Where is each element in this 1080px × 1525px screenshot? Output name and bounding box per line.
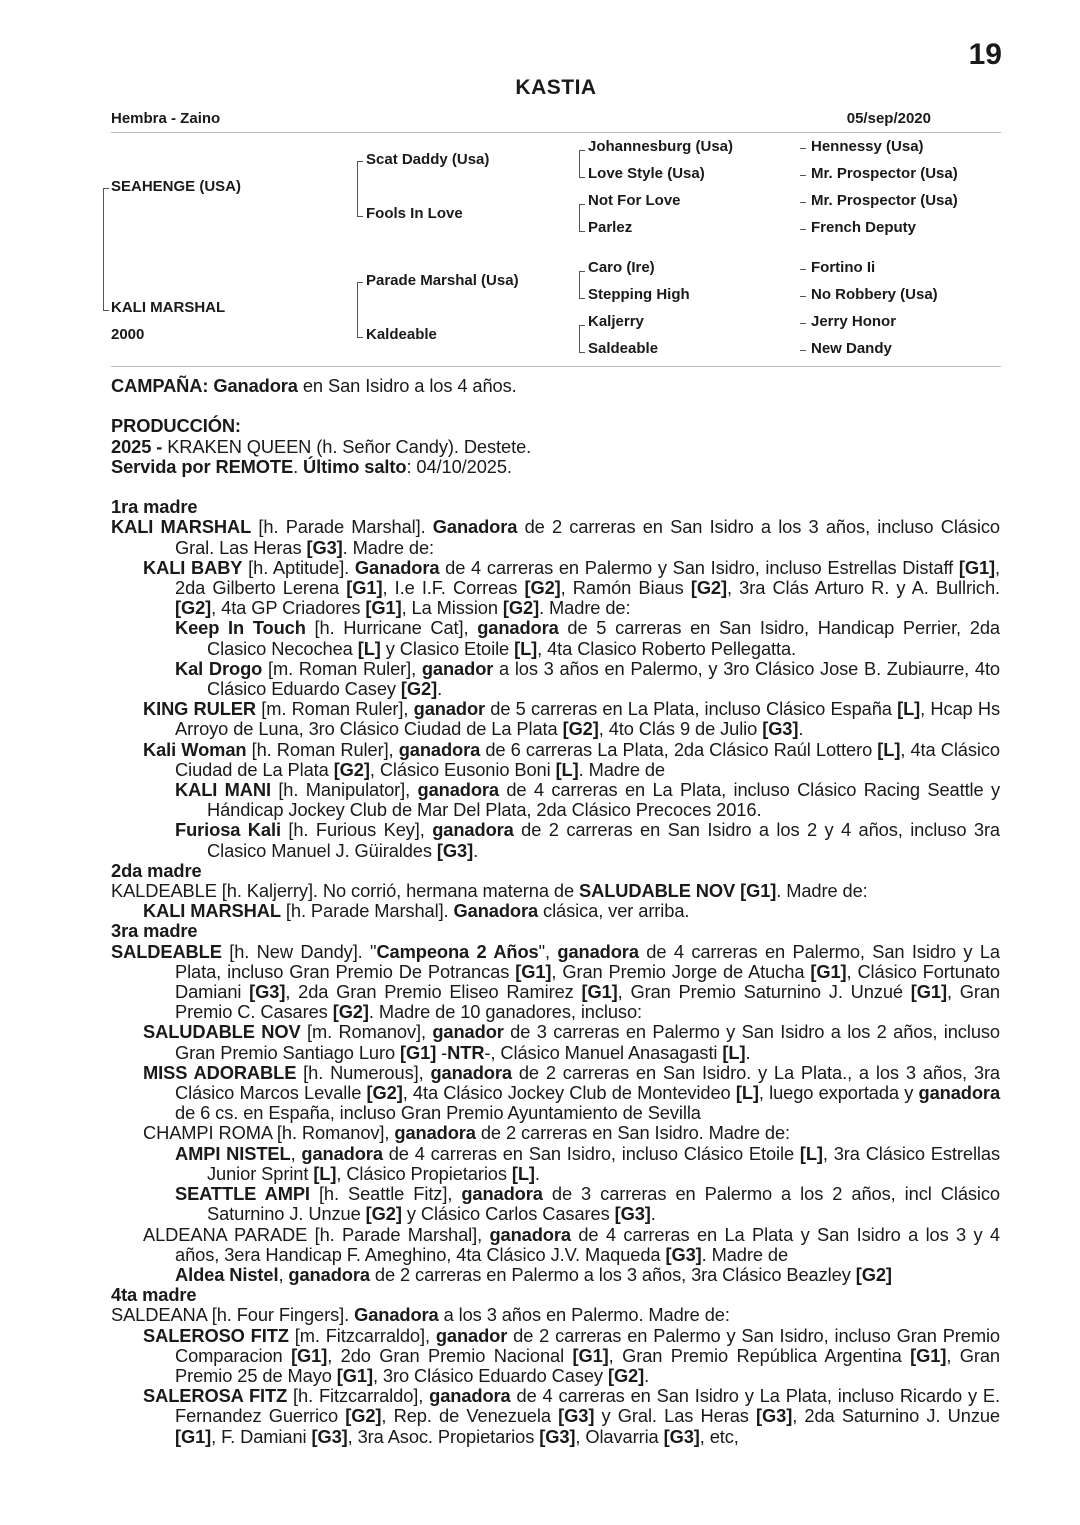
text-run: KRAKEN QUEEN (h. Señor Candy). Destete. [167,435,532,457]
pedigree-bracket-gen2a [357,161,363,217]
text-paragraph [111,1225,1000,1265]
text-paragraph [111,1144,1000,1184]
bold-run: Kali Woman [143,738,247,760]
text-run: , 2da Gilberto Lerena [175,556,1000,598]
text-run: CHAMPI ROMA [h. Romanov], [143,1122,395,1144]
text-run: . Madre de [701,1243,789,1265]
bold-run: [G3] [539,1425,576,1447]
text-run: de 2 carreras en San Isidro. y La Plata., a los 3 años, 3ra Clásico Marcos Levalle [175,1061,1001,1104]
text-run: de 5 carreras en San Isidro, Handicap Perrier, 2da Clasico Necochea [207,617,1000,659]
text-run: [m. Fitzcarraldo], [288,1324,436,1346]
bold-run: ganadora [477,617,559,639]
text-run: [h. Fitzcarraldo], [287,1385,430,1407]
text-run: , Gran Premio 25 de Mayo [175,1344,1000,1386]
bold-run: ganadora [301,1142,383,1164]
bold-run: [G3] [756,1405,793,1427]
text-run: [m. Roman Ruler], [262,657,422,679]
bold-run: [G2] [175,597,212,619]
bold-run: [L] [511,1162,535,1184]
bold-run: [G2] [855,1263,892,1285]
text-run: de 4 carreras en Palermo, San Isidro y La Plata, incluso Gran Premio De Potrancas [175,940,1000,982]
text-run: [h. New Dandy]. " [221,940,377,962]
bold-run: [G1] [572,1344,609,1366]
text-paragraph [111,942,1000,1023]
text-run: , [278,1263,289,1285]
text-run: de 4 carreras en San Isidro, incluso Clásico Etoile [382,1142,800,1164]
text-run: . [293,455,304,477]
text-run: : 04/10/2025. [406,455,512,477]
pedigree-gen2-3: Parade Marshal (Usa) [366,272,519,289]
text-run: , 3ra Asoc. Propietarios [347,1425,540,1447]
text-run: . [473,839,479,861]
text-paragraph [111,881,1000,901]
text-run: de 4 carreras en San Isidro y La Plata, incluso Ricardo y E. Fernandez Guerrico [175,1385,1001,1427]
page-number: 19 [968,38,1002,71]
bold-run: [G1] [400,1041,437,1063]
pedigree-gen3-2: Love Style (Usa) [588,165,705,182]
text-run: , Rep. de Venezuela [381,1405,559,1427]
bold-run: [G2] [345,1405,382,1427]
pedigree-gen2-2: Fools In Love [366,205,463,222]
bold-run: ganador [432,1021,504,1043]
bold-run: [L] [735,1082,759,1104]
bold-run: Campeona 2 Años [376,940,539,962]
bold-run: 3ra madre [111,920,198,942]
text-paragraph [111,1386,1000,1447]
bold-run: ganadora [432,819,514,841]
pedigree-gen3-8: Saldeable [588,340,659,357]
text-run: . [745,1041,751,1063]
bold-run: [L] [357,637,381,659]
bold-run: [G1] [346,577,383,598]
text-paragraph [111,1285,1000,1305]
text-run: , 4ta Clásico Ciudad de La Plata [175,738,1000,780]
bold-run: Kal Drogo [175,657,263,679]
text-run: . Madre de: [776,880,868,902]
bold-run: KALI BABY [143,556,243,578]
bold-run: [G2] [400,678,438,700]
text-run: de 2 carreras en Palermo y San Isidro, incluso Gran Premio Comparacion [175,1324,1000,1366]
text-run: . [437,678,443,700]
text-run: , 2do Gran Premio Nacional [327,1344,573,1366]
text-run: [h. Parade Marshal]. [280,900,454,922]
text-run: , Gran Premio República Argentina [608,1344,911,1366]
bold-run: [G3] [665,1243,702,1265]
text-run: , 4to Clás 9 de Julio [598,718,763,740]
bold-run: Servida por REMOTE [111,455,294,477]
bold-run: 2025 - [111,435,168,457]
bold-run: PRODUCCIÓN: [111,415,241,437]
text-run: , 4ta GP Criadores [211,597,366,619]
text-run: , I.e I.F. Correas [382,577,525,598]
text-run: de 4 carreras en Palermo y San Isidro, incluso Estrellas Distaff [439,556,959,578]
text-run: , Olavarria [575,1425,664,1447]
pedigree-tick [800,175,806,176]
bold-run: SALUDABLE NOV [143,1021,301,1043]
text-paragraph [111,517,1000,557]
text-run: [h. Numerous], [296,1061,431,1083]
birth-date: 05/sep/2020 [846,110,931,127]
bold-run: Furiosa Kali [175,819,281,841]
text-run: [h. Aptitude]. [242,556,355,578]
text-paragraph [111,921,1000,941]
bold-run: ganadora [398,738,481,760]
pedigree-tick [800,350,806,351]
bold-run: [L] [514,637,538,659]
text-run: de 6 carreras La Plata, 2da Clásico Raúl Lottero [480,738,878,760]
bold-run: [G3] [306,536,343,558]
bold-run: [L] [877,738,901,760]
horse-name-title: KASTIA [515,76,597,99]
text-run: [h. Parade Marshal]. [251,516,433,538]
bold-run: NTR [447,1041,485,1063]
pedigree-bracket-gen2b [357,282,363,338]
text-run: y Gral. Las Heras [594,1405,757,1427]
pedigree-gen2-1: Scat Daddy (Usa) [366,151,490,168]
text-run: . [534,1162,540,1184]
text-run: . Madre de: [539,597,631,619]
pedigree-gen4-2: Mr. Prospector (Usa) [811,165,958,182]
bold-run: [L] [799,1142,823,1164]
pedigree-bracket-gen1 [103,188,109,311]
pedigree-gen4-3: Mr. Prospector (Usa) [811,192,958,209]
bold-run: [G3] [311,1425,348,1447]
pedigree-tick [800,323,806,324]
text-run: , Ramón Biaus [560,577,691,598]
bold-run: ganador [413,698,486,720]
text-run: , Gran Premio Saturnino J. Unzué [617,981,911,1003]
text-run: , 2da Saturnino J. Unzue [792,1405,1000,1427]
bold-run: AMPI NISTEL [175,1142,291,1164]
bold-run: [G1] [336,1364,373,1386]
text-run: -, Clásico Manuel Anasagasti [484,1041,723,1063]
bold-run: [L] [555,758,579,780]
bold-run: SEATTLE AMPI [175,1183,310,1205]
text-run: [h. Furious Key], [280,819,433,841]
bold-run: [G1] [958,556,996,578]
pedigree-gen4-4: French Deputy [811,219,917,236]
text-run: de 2 carreras en Palermo a los 3 años, 3ra Clásico Beazley [369,1263,856,1285]
text-paragraph [111,618,1000,658]
bold-run: [G2] [366,1082,403,1104]
text-run: . [644,1364,650,1386]
pedigree-tick [103,310,109,311]
pedigree-gen3-3: Not For Love [588,192,681,209]
pedigree-tick [800,148,806,149]
text-run: de 4 carreras en La Plata, incluso Clásico Racing Seattle y Hándicap Jockey Club de Mar Del Plata, 2da Clásico Precoces 2016. [207,779,1001,821]
text-run: de 5 carreras en La Plata, incluso Clásico España [485,698,898,720]
text-run: , etc, [699,1425,739,1447]
section-divider [111,366,1001,367]
bold-run: [G1] [910,981,947,1003]
text-run: SALDEANA [h. Four Fingers]. [111,1304,355,1326]
text-run: ALDEANA PARADE [h. Parade Marshal], [143,1223,490,1245]
text-run: de 2 carreras en San Isidro a los 2 y 4 años, incluso 3ra Clasico Manuel J. Güiraldes [207,819,1000,861]
text-paragraph [111,861,1000,881]
bold-run: ganadora [461,1183,543,1205]
bold-run: KING RULER [143,698,257,720]
pedigree-tick [800,229,806,230]
pedigree-bracket-gen3d [579,325,585,353]
text-run: , Clásico Fortunato Damiani [175,960,1000,1003]
bold-run: Ganadora [354,556,440,578]
text-paragraph [111,740,1000,780]
bold-run: [G2] [332,1001,369,1023]
pedigree-bracket-gen3a [579,150,585,178]
text-paragraph [111,376,1000,396]
bold-run: ganadora [430,1061,512,1083]
text-run: , Gran Premio Jorge de Atucha [551,960,811,982]
text-paragraph [111,457,1000,477]
text-run: de 3 carreras en Palermo y San Isidro a los 2 años, incluso Gran Premio Santiago Luro [175,1021,1000,1063]
text-run: , Gran Premio C. Casares [175,981,1001,1023]
pedigree-gen4-8: New Dandy [811,340,892,357]
text-paragraph [111,1022,1000,1062]
bold-run: SALEROSO FITZ [143,1324,289,1346]
bold-run: [G2] [365,1203,402,1225]
bold-run: ganador [421,657,494,679]
pedigree-bracket-gen3c [579,271,585,299]
pedigree-tick [800,202,806,203]
bold-run: [G1] [810,960,847,982]
bold-run: ganadora [417,779,499,801]
bold-run: ganadora [918,1082,1001,1104]
bold-run: [G2] [562,718,599,740]
bold-run: ganador [435,1324,508,1346]
text-run: , F. Damiani [211,1425,312,1447]
pedigree-tick [800,269,806,270]
text-run: , Hcap Hs Arroyo de Luna, 3ro Clásico Ciudad de La Plata [175,698,1001,740]
bold-run: [G3] [249,981,286,1003]
pedigree-gen4-7: Jerry Honor [811,313,897,330]
text-paragraph [111,437,1000,457]
bold-run: Ganadora [354,1304,439,1326]
bold-run: 1ra madre [111,496,198,518]
bold-run: [G2] [690,577,727,598]
bold-run: [L] [313,1162,337,1184]
bold-run: SALUDABLE NOV [G1] [579,880,777,902]
bold-run: MISS ADORABLE [143,1061,297,1083]
bold-run: [G1] [910,1344,947,1366]
bold-run: [G1] [291,1344,328,1366]
bold-run: ganadora [288,1263,370,1285]
text-run: . [650,1203,656,1225]
text-run: . [798,718,804,740]
pedigree-gen3-5: Caro (Ire) [588,259,655,276]
pedigree-gen3-7: Kaljerry [588,313,644,330]
text-run: [h. Manipulator], [270,779,418,801]
text-paragraph [111,1305,1000,1325]
text-run: de 6 cs. en España, incluso Gran Premio Ayuntamiento de Sevilla [175,1102,701,1124]
bold-run: Keep In Touch [175,617,306,639]
pedigree-gen3-4: Parlez [588,219,633,236]
text-run: a los 3 años en Palermo, y 3ro Clásico Jose B. Zubiaurre, 4to Clásico Eduardo Casey [207,657,1000,700]
text-run: [m. Romanov], [300,1021,433,1043]
text-run: . Madre de 10 ganadores, incluso: [368,1001,642,1023]
pedigree-gen4-1: Hennessy (Usa) [811,138,924,155]
bold-run: [G1] [515,960,552,982]
text-paragraph [111,699,1000,739]
text-paragraph [111,1326,1000,1387]
pedigree-gen3-1: Johannesburg (Usa) [588,138,734,155]
bold-run: Último salto [303,455,407,477]
pedigree-gen4-5: Fortino Ii [811,259,876,276]
bold-run: [L] [897,698,921,720]
pedigree-dam: KALI MARSHAL [111,299,226,316]
horse-meta-row [111,110,1001,133]
text-run: y Clasico Etoile [380,637,515,659]
catalog-body-text [111,376,1000,1447]
bold-run: ganadora [394,1122,476,1144]
text-run: . Madre de: [342,536,435,558]
bold-run: ganadora [557,940,639,962]
pedigree-gen4-6: No Robbery (Usa) [811,286,938,303]
text-run: de 3 carreras en Palermo a los 2 años, incl Clásico Saturnino J. Unzue [207,1183,1000,1225]
text-run: [h. Roman Ruler], [246,738,399,760]
bold-run: [G3] [614,1203,651,1225]
bold-run: Aldea Nistel [175,1263,279,1285]
sex-color: Hembra - Zaino [111,110,221,127]
spacer [111,477,1000,497]
text-paragraph [111,416,1000,436]
text-run: en San Isidro a los 4 años. [297,375,517,396]
bold-run: SALEROSA FITZ [143,1385,288,1407]
bold-run: KALI MARSHAL [143,900,281,922]
text-run: , 3ro Clásico Eduardo Casey [372,1364,608,1386]
text-run: , 4ta Clasico Roberto Pellegatta. [537,637,797,659]
text-run: [m. Roman Ruler], [256,698,414,720]
bold-run: [G2] [502,597,540,619]
text-run: , luego exportada y [758,1082,919,1104]
text-run: y Clásico Carlos Casares [401,1203,615,1225]
bold-run: CAMPAÑA: Ganadora [111,375,298,396]
text-paragraph [111,659,1000,699]
bold-run: [L] [722,1041,746,1063]
bold-run: 2da madre [111,859,202,881]
bold-run: SALDEABLE [111,940,222,962]
pedigree-gen2-4: Kaldeable [366,326,437,343]
text-run: - [436,1041,448,1063]
text-paragraph [111,1063,1000,1124]
bold-run: KALI MARSHAL [111,516,252,538]
text-run: de 4 carreras en La Plata y San Isidro a los 3 y 4 años, 3era Handicap F. Ameghino, 4ta Clásico J.V. Maqueda [175,1223,1000,1265]
bold-run: [G1] [175,1425,212,1447]
pedigree-dam-year: 2000 [111,326,145,343]
text-paragraph [111,780,1000,820]
bold-run: [G3] [558,1405,595,1427]
text-run: , 3ra Clásico Estrellas Junior Sprint [207,1142,1000,1184]
bold-run: [G1] [365,597,402,619]
pedigree-tick [800,296,806,297]
text-run: ", [538,940,558,962]
text-paragraph [111,497,1000,517]
text-paragraph [111,1123,1000,1143]
bold-run: [G3] [762,718,799,740]
text-paragraph [111,820,1000,860]
bold-run: ganadora [429,1385,511,1407]
pedigree-bracket-gen3b [579,204,585,232]
text-run: , Clásico Eusonio Boni [369,758,556,780]
text-paragraph [111,1265,1000,1285]
bold-run: 4ta madre [111,1284,197,1306]
text-run: , 3ra Clás Arturo R. y A. Bullrich. [727,577,1000,598]
bold-run: [G1] [581,981,618,1003]
bold-run: KALI MANI [175,779,271,801]
text-paragraph [111,901,1000,921]
text-run: , Clásico Propietarios [336,1162,512,1184]
text-run: , [290,1142,302,1164]
text-run: a los 3 años en Palermo. Madre de: [438,1304,730,1326]
bold-run: [G3] [436,839,474,861]
text-run: de 2 carreras en San Isidro. Madre de: [475,1122,791,1144]
text-run: , 4ta Clásico Jockey Club de Montevideo [402,1082,736,1104]
text-paragraph [111,1184,1000,1224]
bold-run: [G3] [663,1425,700,1447]
spacer [111,396,1000,416]
text-run: , La Mission [401,597,503,619]
text-run: . Madre de [578,758,665,780]
bold-run: ganadora [489,1223,571,1245]
text-run: de 2 carreras en San Isidro a los 3 años, incluso Clásico Gral. Las Heras [175,516,1000,558]
bold-run: [G2] [524,577,561,598]
text-run: clásica, ver arriba. [538,900,690,922]
text-run: , 2da Gran Premio Eliseo Ramirez [285,981,582,1003]
text-run: KALDEABLE [h. Kaljerry]. No corrió, hermana materna de [111,880,579,902]
text-paragraph [111,558,1000,619]
text-run: [h. Seattle Fitz], [309,1183,462,1205]
bold-run: [G2] [333,758,370,780]
bold-run: Ganadora [432,516,518,538]
bold-run: [G2] [607,1364,645,1386]
pedigree-sire: SEAHENGE (USA) [111,178,242,195]
text-run: [h. Hurricane Cat], [305,617,478,639]
pedigree-gen3-6: Stepping High [588,286,690,303]
bold-run: Ganadora [453,900,539,922]
